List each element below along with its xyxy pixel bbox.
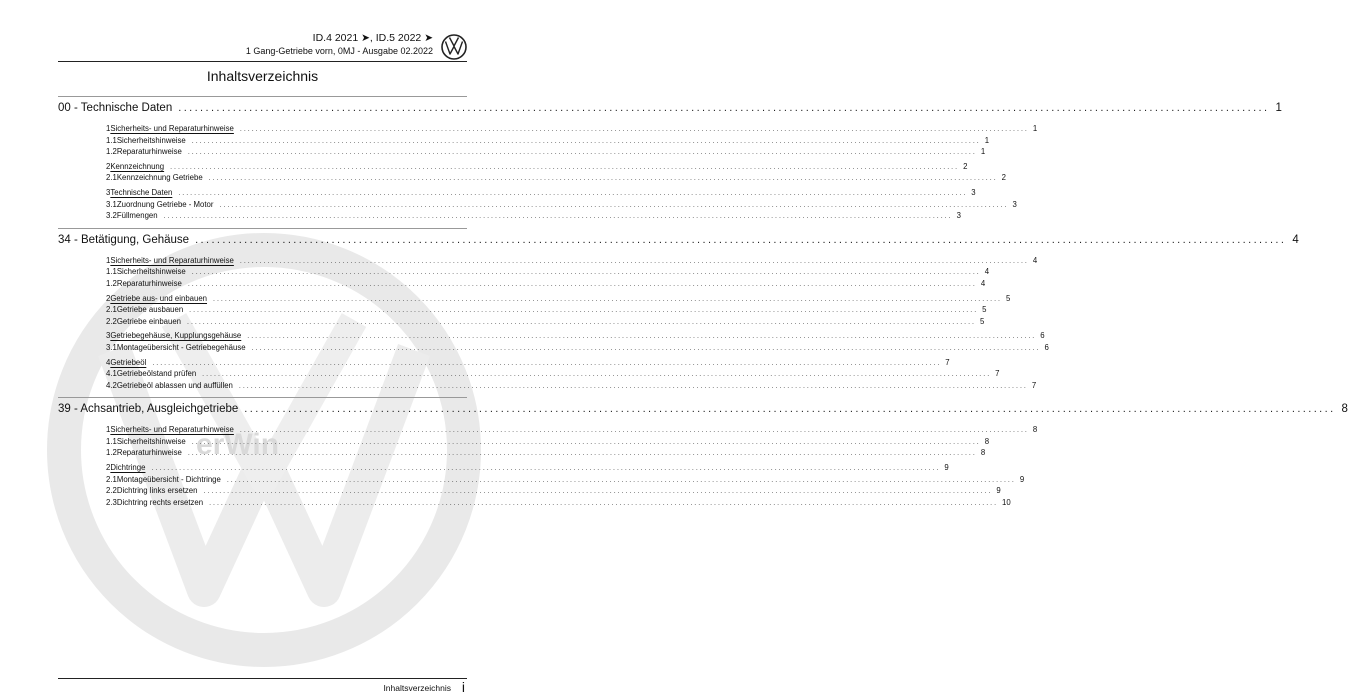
dot-leader: ........................................................................................................................................................................................................ [187, 450, 977, 458]
entry-number: 3 [106, 187, 111, 197]
dot-leader: ........................................................................................................................................................................................................ [187, 149, 977, 157]
entry-page: 9 [1019, 474, 1025, 484]
entry-number: 1.1 [106, 267, 117, 277]
entry-title: Reparaturhinweise [116, 448, 182, 458]
entry-page: 2 [1001, 173, 1006, 183]
entry-page: 8 [984, 436, 990, 446]
entry-title: Getriebe aus- und einbauen [110, 293, 208, 303]
section-page: 1 [1275, 102, 1282, 114]
entry-title: Technische Daten [110, 187, 173, 197]
entry-title: Kennzeichnung Getriebe [116, 173, 203, 183]
entry-number: 1.1 [106, 436, 117, 446]
dot-leader: ........................................................................................................................................................................................................ [226, 476, 1016, 484]
dot-leader: ........................................................................................................................................................................................................ [163, 213, 953, 221]
entry-title: Sicherheits- und Reparaturhinweise [110, 124, 234, 133]
entry-number: 2.1 [106, 474, 117, 484]
entry-number: 2.1 [106, 173, 117, 183]
entry-number: 3.1 [106, 342, 117, 352]
toc-chapter-entry[interactable] [58, 161, 968, 173]
footer-divider [58, 678, 467, 679]
toc-subchapter-entry[interactable] [58, 368, 1000, 380]
toc-subchapter-entry[interactable] [58, 380, 1037, 392]
entry-number: 4 [106, 357, 111, 367]
entry-page: 5 [982, 305, 987, 315]
dot-leader: ........................................................................................................................................................................................................ [247, 333, 1037, 341]
dot-leader: ........................................................................................................................................................................................................ [244, 403, 1336, 416]
toc-subchapter-entry[interactable] [58, 436, 990, 448]
dot-leader: ........................................................................................................................................................................................................ [209, 499, 999, 507]
entry-page: 1 [1032, 124, 1038, 133]
entry-number: 1 [106, 425, 111, 435]
entry-title: Getriebeölstand prüfen [116, 369, 197, 379]
footer-label: Inhaltsverzeichnis [383, 683, 451, 693]
toc-chapter-entry[interactable] [58, 123, 1038, 135]
dot-leader: ........................................................................................................................................................................................................ [239, 257, 1029, 265]
entry-page: 4 [984, 267, 990, 277]
entry-number: 2.2 [106, 486, 117, 496]
dot-leader: ........................................................................................................................................................................................................ [239, 126, 1029, 133]
entry-title: Dichtringe [110, 463, 146, 473]
dot-leader: ........................................................................................................................................................................................................ [178, 189, 968, 197]
entry-title: Füllmengen [116, 211, 158, 221]
dot-leader: ........................................................................................................................................................................................................ [195, 233, 1287, 246]
dot-leader: ........................................................................................................................................................................................................ [151, 465, 941, 473]
toc-subchapter-entry[interactable] [58, 278, 986, 290]
toc-chapter-entry[interactable] [58, 330, 1045, 342]
entry-title: Montageübersicht - Dichtringe [116, 474, 221, 484]
entry-number: 1 [106, 124, 111, 133]
dot-leader: ........................................................................................................................................................................................................ [238, 382, 1028, 390]
entry-title: Getriebegehäuse, Kupplungsgehäuse [110, 331, 242, 341]
entry-number: 3 [106, 331, 111, 341]
entry-number: 2.2 [106, 316, 117, 326]
watermark-brand: erWin [196, 428, 280, 461]
entry-number: 1.2 [106, 278, 117, 288]
toc-subchapter-entry[interactable] [58, 447, 986, 459]
header-subtitle: 1 Gang-Getriebe vorn, 0MJ - Ausgabe 02.2022 [245, 46, 433, 56]
entry-page: 4 [980, 278, 986, 288]
entry-page: 7 [1031, 380, 1037, 390]
entry-number: 1.2 [106, 448, 117, 458]
toc-subchapter-entry[interactable] [58, 172, 1006, 184]
section-title: 39 - Achsantrieb, Ausgleichgetriebe [58, 403, 239, 416]
dot-leader: ........................................................................................................................................................................................................ [208, 175, 998, 183]
entry-page: 2 [963, 161, 968, 171]
toc-chapter-entry[interactable] [58, 424, 1038, 436]
dot-leader: ........................................................................................................................................................................................................ [213, 295, 1002, 303]
dot-leader: ........................................................................................................................................................................................................ [219, 201, 1009, 209]
entry-number: 2 [106, 161, 111, 171]
entry-title: Getriebe ausbauen [116, 305, 184, 315]
entry-title: Sicherheitshinweise [116, 436, 186, 446]
entry-title: Sicherheits- und Reparaturhinweise [110, 255, 234, 265]
entry-number: 1.2 [106, 147, 117, 157]
entry-page: 5 [1005, 293, 1011, 303]
entry-page: 4 [1032, 255, 1038, 265]
entry-title: Sicherheitshinweise [116, 135, 186, 145]
entry-title: Dichtring links ersetzen [116, 486, 198, 496]
toc-chapter-entry[interactable] [58, 255, 1038, 267]
entry-number: 3.1 [106, 199, 117, 209]
entry-title: Getriebe einbauen [116, 316, 182, 326]
entry-number: 3.2 [106, 211, 117, 221]
toc-subchapter-entry[interactable] [58, 135, 990, 147]
footer-page-number: i [461, 679, 465, 695]
entry-title: Reparaturhinweise [116, 147, 182, 157]
entry-title: Reparaturhinweise [116, 278, 182, 288]
entry-title: Zuordnung Getriebe - Motor [116, 199, 214, 209]
toc-section-heading[interactable] [58, 228, 1299, 252]
entry-title: Sicherheits- und Reparaturhinweise [110, 425, 234, 435]
toc-subchapter-entry[interactable] [58, 316, 985, 328]
entry-page: 9 [944, 463, 949, 473]
dot-leader: ........................................................................................................................................................................................................ [152, 359, 942, 367]
section-title: 00 - Technische Daten [58, 102, 173, 114]
toc-subchapter-entry[interactable] [58, 266, 990, 278]
dot-leader: ........................................................................................................................................................................................................ [178, 102, 1270, 114]
entry-number: 2 [106, 463, 111, 473]
entry-page: 6 [1044, 342, 1049, 352]
dot-leader: ........................................................................................................................................................................................................ [203, 488, 993, 496]
dot-leader: ........................................................................................................................................................................................................ [202, 371, 992, 379]
entry-page: 1 [984, 135, 990, 145]
toc-subchapter-entry[interactable] [58, 199, 1017, 211]
header-divider [58, 61, 467, 62]
section-page: 4 [1292, 233, 1299, 246]
dot-leader: ........................................................................................................................................................................................................ [191, 137, 981, 145]
entry-page: 7 [945, 357, 950, 367]
entry-number: 4.1 [106, 369, 117, 379]
toc-subchapter-entry[interactable] [58, 485, 1001, 497]
entry-page: 8 [980, 448, 986, 458]
entry-page: 8 [1032, 425, 1038, 435]
page-title: Inhaltsverzeichnis [206, 68, 319, 84]
toc-subchapter-entry[interactable] [58, 342, 1049, 354]
entry-title: Kennzeichnung [110, 161, 165, 171]
entry-page: 5 [979, 316, 985, 326]
entry-title: Getriebeöl ablassen und auffüllen [116, 380, 233, 390]
dot-leader: ........................................................................................................................................................................................................ [189, 307, 979, 315]
entry-number: 2.3 [106, 497, 117, 507]
entry-page: 10 [1002, 497, 1011, 507]
entry-number: 4.2 [106, 380, 117, 390]
toc-chapter-entry[interactable] [58, 462, 949, 474]
entry-title: Dichtring rechts ersetzen [116, 497, 204, 507]
entry-page: 6 [1040, 331, 1045, 341]
dot-leader: ........................................................................................................................................................................................................ [170, 163, 960, 171]
dot-leader: ........................................................................................................................................................................................................ [187, 280, 977, 288]
entry-page: 3 [971, 187, 976, 197]
toc-subchapter-entry[interactable] [58, 474, 1025, 486]
entry-page: 1 [980, 147, 986, 157]
dot-leader: ........................................................................................................................................................................................................ [251, 344, 1041, 352]
toc-subchapter-entry[interactable] [58, 304, 987, 316]
section-page: 8 [1341, 403, 1348, 416]
entry-title: Sicherheitshinweise [116, 267, 186, 277]
entry-title: Montageübersicht - Getriebegehäuse [116, 342, 246, 352]
toc-chapter-entry[interactable] [58, 187, 976, 199]
entry-page: 3 [956, 211, 961, 221]
dot-leader: ........................................................................................................................................................................................................ [239, 427, 1029, 435]
dot-leader: ........................................................................................................................................................................................................ [191, 438, 981, 446]
section-title: 34 - Betätigung, Gehäuse [58, 233, 190, 246]
entry-page: 9 [996, 486, 1001, 496]
table-of-contents [58, 96, 1348, 508]
toc-section-heading[interactable] [58, 397, 1348, 421]
toc-subchapter-entry[interactable] [58, 497, 1011, 509]
entry-title: Getriebeöl [110, 357, 147, 367]
entry-page: 3 [1012, 199, 1017, 209]
dot-leader: ........................................................................................................................................................................................................ [191, 269, 981, 277]
toc-subchapter-entry[interactable] [58, 210, 961, 222]
entry-number: 1 [106, 255, 111, 265]
entry-number: 1.1 [106, 135, 117, 145]
toc-chapter-entry[interactable] [58, 293, 1011, 305]
entry-number: 2 [106, 293, 111, 303]
entry-page: 7 [995, 369, 1000, 379]
header-models: ID.4 2021 ➤, ID.5 2022 ➤ [312, 32, 433, 44]
vw-logo-icon [441, 34, 467, 60]
toc-chapter-entry[interactable] [58, 357, 950, 369]
entry-number: 2.1 [106, 305, 117, 315]
toc-section-heading[interactable] [58, 96, 1282, 120]
toc-subchapter-entry[interactable] [58, 146, 986, 158]
dot-leader: ........................................................................................................................................................................................................ [187, 318, 976, 326]
